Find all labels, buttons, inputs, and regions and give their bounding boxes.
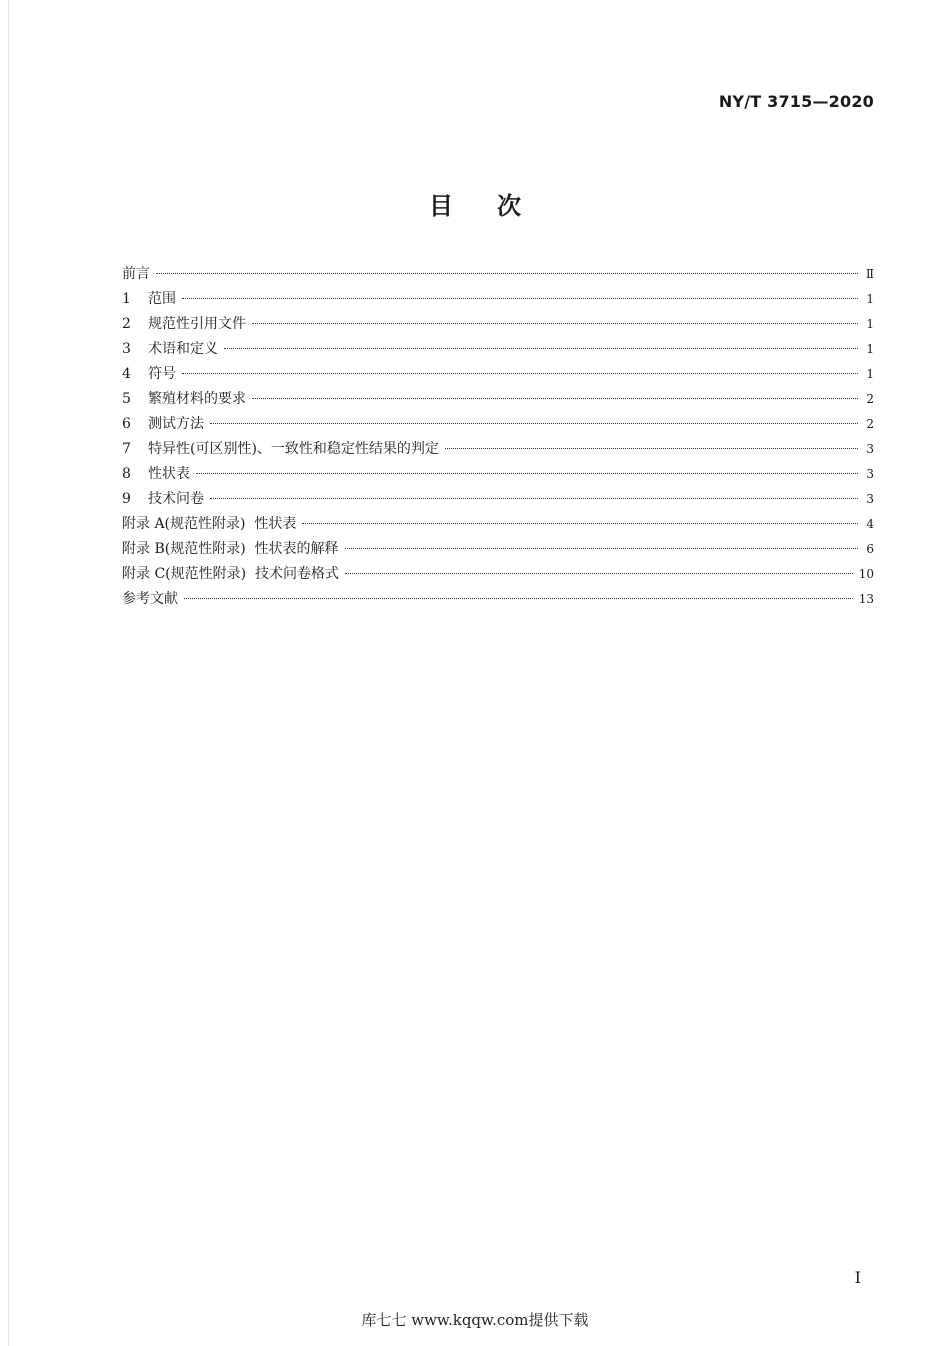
toc-entry-page: 13 <box>858 592 874 606</box>
toc-entry-characteristics-table[interactable] <box>122 462 874 487</box>
toc-entry-label: 特异性(可区别性)、一致性和稳定性结果的判定 <box>148 441 439 457</box>
toc-entry-propagating-material[interactable] <box>122 387 874 412</box>
toc-entry-number: 3 <box>122 341 131 357</box>
toc-entry-dus-assessment[interactable] <box>122 437 874 462</box>
toc-entry-number: 1 <box>122 291 131 307</box>
toc-entry-label: 测试方法 <box>148 416 204 432</box>
toc-entry-page: 1 <box>866 367 874 381</box>
toc-entry-label: 前言 <box>122 266 150 282</box>
toc-entry-label: 参考文献 <box>122 591 178 607</box>
toc-entry-label: 附录 B(规范性附录) 性状表的解释 <box>122 541 339 557</box>
toc-entry-page: 1 <box>866 292 874 306</box>
toc-entry-page: 1 <box>866 317 874 331</box>
toc-leader-dots <box>345 548 858 549</box>
toc-entry-label: 繁殖材料的要求 <box>148 391 246 407</box>
toc-entry-preface[interactable] <box>122 262 874 287</box>
toc-entry-label: 符号 <box>148 366 176 382</box>
toc-entry-page: 6 <box>866 542 874 556</box>
toc-entry-number: 4 <box>122 366 131 382</box>
toc-leader-dots <box>156 273 858 274</box>
toc-entry-bibliography[interactable] <box>122 587 874 612</box>
toc-entry-number: 2 <box>122 316 131 332</box>
toc-entry-label: 技术问卷 <box>148 491 204 507</box>
toc-leader-dots <box>445 448 858 449</box>
toc-entry-number: 5 <box>122 391 131 407</box>
toc-leader-dots <box>252 323 858 324</box>
toc-leader-dots <box>252 398 858 399</box>
toc-title: 目次 <box>429 192 565 220</box>
toc-entry-label: 术语和定义 <box>148 341 218 357</box>
toc-leader-dots <box>184 598 853 599</box>
toc-entry-page: Ⅱ <box>865 267 874 281</box>
toc-entry-label: 范围 <box>148 291 176 307</box>
toc-entry-symbols[interactable] <box>122 362 874 387</box>
toc-entry-page: 4 <box>866 517 874 531</box>
toc-leader-dots <box>302 523 858 524</box>
toc-entry-test-methods[interactable] <box>122 412 874 437</box>
toc-entry-annex-c[interactable] <box>122 562 874 587</box>
toc-entry-number: 9 <box>122 491 131 507</box>
toc-entry-normative-references[interactable] <box>122 312 874 337</box>
standard-code: NY/T 3715—2020 <box>718 92 874 111</box>
toc-entry-page: 2 <box>866 392 874 406</box>
toc-leader-dots <box>224 348 858 349</box>
footer-download-notice: 库七七 www.kqqw.com提供下载 <box>361 1311 589 1329</box>
toc-entry-number: 8 <box>122 466 131 482</box>
table-of-contents <box>122 262 874 612</box>
toc-entry-number: 6 <box>122 416 131 432</box>
toc-entry-label: 附录 C(规范性附录) 技术问卷格式 <box>122 566 339 582</box>
toc-entry-terms[interactable] <box>122 337 874 362</box>
toc-entry-label: 附录 A(规范性附录) 性状表 <box>122 516 297 532</box>
toc-entry-page: 10 <box>858 567 874 581</box>
toc-entry-scope[interactable] <box>122 287 874 312</box>
toc-entry-page: 1 <box>866 342 874 356</box>
toc-leader-dots <box>210 423 858 424</box>
toc-leader-dots <box>210 498 858 499</box>
toc-entry-label: 规范性引用文件 <box>148 316 246 332</box>
toc-leader-dots <box>182 298 858 299</box>
toc-entry-number: 7 <box>122 441 131 457</box>
toc-entry-page: 3 <box>866 442 874 456</box>
toc-entry-technical-questionnaire[interactable] <box>122 487 874 512</box>
toc-entry-annex-b[interactable] <box>122 537 874 562</box>
page-number: I <box>854 1268 861 1287</box>
toc-entry-page: 2 <box>866 417 874 431</box>
toc-entry-annex-a[interactable] <box>122 512 874 537</box>
toc-leader-dots <box>182 373 858 374</box>
toc-entry-page: 3 <box>866 467 874 481</box>
toc-leader-dots <box>345 573 853 574</box>
toc-entry-label: 性状表 <box>148 466 190 482</box>
toc-entry-page: 3 <box>866 492 874 506</box>
toc-leader-dots <box>196 473 858 474</box>
